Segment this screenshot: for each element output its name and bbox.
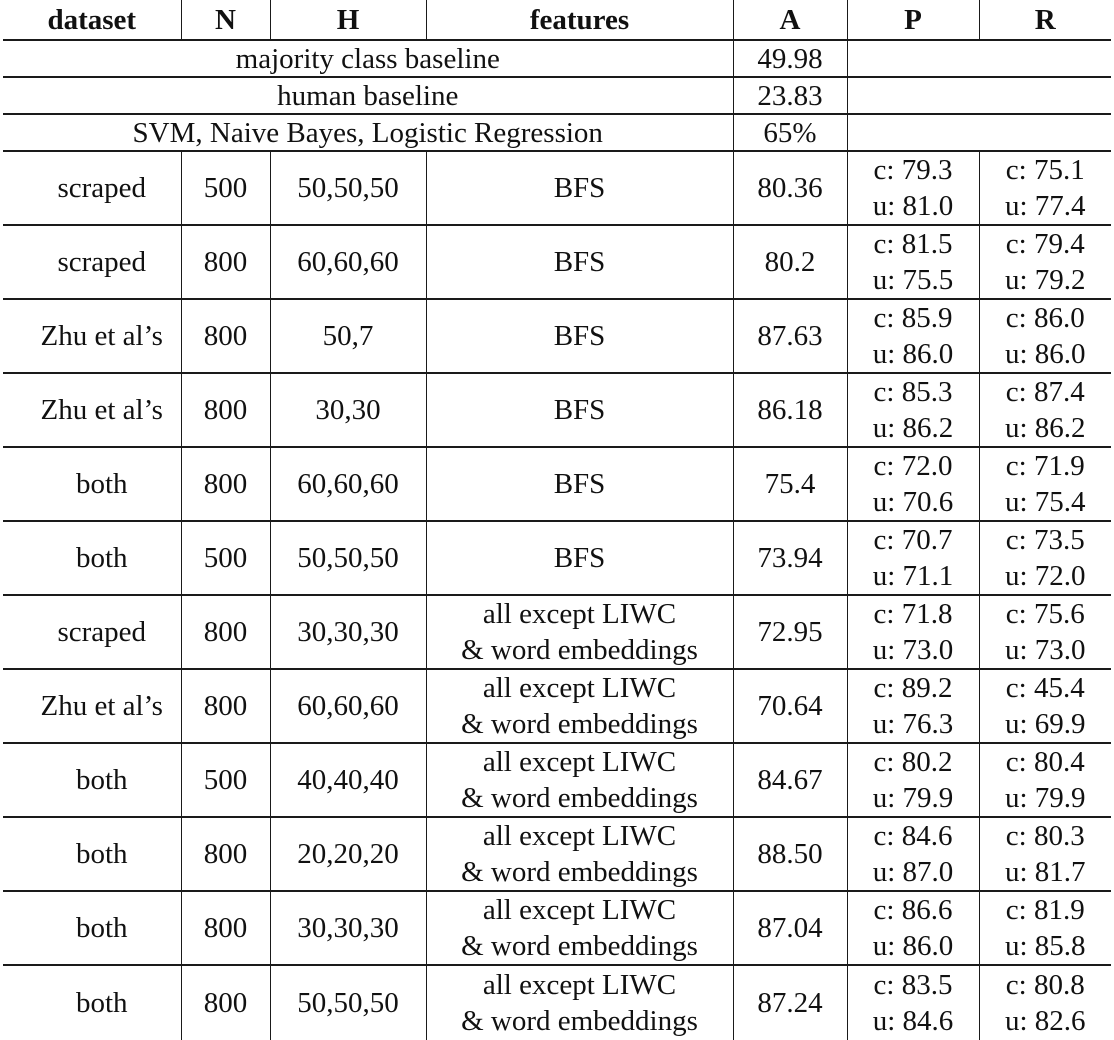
baseline-label: majority class baseline [3, 40, 733, 77]
cell-dataset: scraped [3, 225, 181, 299]
results-table [3, 0, 1111, 1040]
recall-c: c: 86.0 [1005, 302, 1085, 334]
cell-n: 800 [181, 299, 270, 373]
cell-n: 500 [181, 151, 270, 225]
precision-u: u: 76.3 [872, 708, 954, 740]
precision-c: c: 70.7 [873, 524, 953, 556]
cell-dataset: both [3, 521, 181, 595]
precision-u: u: 84.6 [872, 1005, 954, 1037]
cell-dataset: both [3, 891, 181, 965]
baseline-label: human baseline [3, 77, 733, 114]
table-row [3, 151, 1111, 225]
recall-u: u: 77.4 [1004, 190, 1086, 222]
precision-u: u: 75.5 [872, 264, 954, 296]
cell-recall [979, 151, 1111, 225]
cell-features [426, 743, 733, 817]
header-h: H [270, 0, 426, 40]
features-line-2: & word embeddings [461, 782, 698, 814]
precision-c: c: 89.2 [873, 672, 953, 704]
features-line-2: & word embeddings [461, 1005, 698, 1037]
header-features: features [426, 0, 733, 40]
cell-precision [847, 965, 979, 1040]
cell-recall [979, 521, 1111, 595]
cell-n: 800 [181, 965, 270, 1040]
precision-u: u: 86.2 [872, 412, 954, 444]
baseline-accuracy: 23.83 [733, 77, 847, 114]
features-line-1: BFS [553, 246, 606, 278]
cell-dataset: scraped [3, 595, 181, 669]
recall-u: u: 86.2 [1004, 412, 1086, 444]
cell-dataset: both [3, 817, 181, 891]
cell-features [426, 817, 733, 891]
precision-c: c: 85.9 [873, 302, 953, 334]
baseline-accuracy: 49.98 [733, 40, 847, 77]
cell-h: 30,30,30 [270, 595, 426, 669]
precision-c: c: 80.2 [873, 746, 953, 778]
baseline-pr-empty [847, 114, 1111, 151]
cell-h: 50,50,50 [270, 521, 426, 595]
cell-precision [847, 299, 979, 373]
recall-c: c: 45.4 [1005, 672, 1085, 704]
precision-u: u: 70.6 [872, 486, 954, 518]
cell-accuracy: 80.2 [733, 225, 847, 299]
precision-c: c: 83.5 [873, 969, 953, 1001]
cell-precision [847, 669, 979, 743]
features-line-2: & word embeddings [461, 856, 698, 888]
precision-c: c: 84.6 [873, 820, 953, 852]
precision-u: u: 73.0 [872, 634, 954, 666]
header-precision: P [847, 0, 979, 40]
cell-recall [979, 965, 1111, 1040]
cell-precision [847, 891, 979, 965]
recall-u: u: 73.0 [1004, 634, 1086, 666]
table-row [3, 373, 1111, 447]
cell-precision [847, 447, 979, 521]
recall-c: c: 81.9 [1005, 894, 1085, 926]
cell-accuracy: 88.50 [733, 817, 847, 891]
features-line-1: BFS [553, 172, 606, 204]
baseline-row [3, 114, 1111, 151]
features-line-1: all except LIWC [482, 820, 677, 852]
baseline-pr-empty [847, 40, 1111, 77]
cell-recall [979, 669, 1111, 743]
recall-c: c: 73.5 [1005, 524, 1085, 556]
recall-u: u: 85.8 [1004, 930, 1086, 962]
recall-u: u: 75.4 [1004, 486, 1086, 518]
table-row [3, 965, 1111, 1040]
cell-dataset: both [3, 965, 181, 1040]
cell-accuracy: 70.64 [733, 669, 847, 743]
recall-u: u: 79.9 [1004, 782, 1086, 814]
cell-recall [979, 373, 1111, 447]
cell-features [426, 151, 733, 225]
precision-c: c: 72.0 [873, 450, 953, 482]
recall-u: u: 72.0 [1004, 560, 1086, 592]
features-line-1: BFS [553, 320, 606, 352]
cell-features [426, 225, 733, 299]
cell-features [426, 447, 733, 521]
recall-c: c: 71.9 [1005, 450, 1085, 482]
cell-recall [979, 447, 1111, 521]
header-accuracy: A [733, 0, 847, 40]
table-row [3, 595, 1111, 669]
cell-features [426, 891, 733, 965]
header-n: N [181, 0, 270, 40]
cell-accuracy: 84.67 [733, 743, 847, 817]
cell-precision [847, 595, 979, 669]
baseline-pr-empty [847, 77, 1111, 114]
table-row [3, 817, 1111, 891]
cell-dataset: Zhu et al’s [3, 669, 181, 743]
cell-precision [847, 817, 979, 891]
precision-u: u: 79.9 [872, 782, 954, 814]
cell-features [426, 299, 733, 373]
precision-u: u: 81.0 [872, 190, 954, 222]
cell-h: 60,60,60 [270, 669, 426, 743]
features-line-1: BFS [553, 542, 606, 574]
cell-recall [979, 595, 1111, 669]
recall-c: c: 79.4 [1005, 228, 1085, 260]
cell-dataset: Zhu et al’s [3, 299, 181, 373]
cell-h: 50,50,50 [270, 965, 426, 1040]
features-line-1: all except LIWC [482, 969, 677, 1001]
cell-h: 20,20,20 [270, 817, 426, 891]
cell-dataset: Zhu et al’s [3, 373, 181, 447]
cell-accuracy: 86.18 [733, 373, 847, 447]
table-row [3, 669, 1111, 743]
recall-c: c: 80.8 [1005, 969, 1085, 1001]
precision-c: c: 85.3 [873, 376, 953, 408]
cell-accuracy: 87.63 [733, 299, 847, 373]
cell-n: 500 [181, 743, 270, 817]
features-line-1: all except LIWC [482, 672, 677, 704]
cell-precision [847, 225, 979, 299]
cell-recall [979, 891, 1111, 965]
cell-h: 60,60,60 [270, 225, 426, 299]
cell-features [426, 373, 733, 447]
recall-u: u: 82.6 [1004, 1005, 1086, 1037]
cell-accuracy: 87.04 [733, 891, 847, 965]
cell-n: 800 [181, 669, 270, 743]
recall-u: u: 79.2 [1004, 264, 1086, 296]
cell-recall [979, 743, 1111, 817]
recall-c: c: 75.1 [1005, 154, 1085, 186]
features-line-2: & word embeddings [461, 634, 698, 666]
features-line-2: & word embeddings [461, 930, 698, 962]
precision-c: c: 71.8 [873, 598, 953, 630]
cell-features [426, 965, 733, 1040]
precision-u: u: 86.0 [872, 338, 954, 370]
cell-n: 500 [181, 521, 270, 595]
cell-accuracy: 87.24 [733, 965, 847, 1040]
recall-c: c: 87.4 [1005, 376, 1085, 408]
features-line-1: all except LIWC [482, 598, 677, 630]
precision-u: u: 86.0 [872, 930, 954, 962]
cell-h: 50,7 [270, 299, 426, 373]
header-row [3, 0, 1111, 40]
cell-dataset: both [3, 743, 181, 817]
baseline-row [3, 77, 1111, 114]
recall-c: c: 80.4 [1005, 746, 1085, 778]
features-line-1: all except LIWC [482, 894, 677, 926]
table-row [3, 225, 1111, 299]
cell-accuracy: 80.36 [733, 151, 847, 225]
cell-features [426, 595, 733, 669]
cell-features [426, 521, 733, 595]
cell-accuracy: 72.95 [733, 595, 847, 669]
cell-n: 800 [181, 447, 270, 521]
features-line-2: & word embeddings [461, 708, 698, 740]
recall-u: u: 81.7 [1004, 856, 1086, 888]
cell-precision [847, 151, 979, 225]
cell-dataset: scraped [3, 151, 181, 225]
cell-h: 50,50,50 [270, 151, 426, 225]
recall-u: u: 69.9 [1004, 708, 1086, 740]
table-row [3, 743, 1111, 817]
precision-u: u: 87.0 [872, 856, 954, 888]
cell-n: 800 [181, 225, 270, 299]
precision-u: u: 71.1 [872, 560, 954, 592]
cell-features [426, 669, 733, 743]
cell-recall [979, 299, 1111, 373]
cell-h: 30,30 [270, 373, 426, 447]
table-row [3, 521, 1111, 595]
cell-dataset: both [3, 447, 181, 521]
header-recall: R [979, 0, 1111, 40]
cell-recall [979, 225, 1111, 299]
cell-h: 30,30,30 [270, 891, 426, 965]
baseline-label: SVM, Naive Bayes, Logistic Regression [3, 114, 733, 151]
cell-n: 800 [181, 373, 270, 447]
recall-c: c: 75.6 [1005, 598, 1085, 630]
baseline-row [3, 40, 1111, 77]
recall-c: c: 80.3 [1005, 820, 1085, 852]
cell-n: 800 [181, 891, 270, 965]
table-row [3, 447, 1111, 521]
precision-c: c: 79.3 [873, 154, 953, 186]
header-dataset: dataset [3, 0, 181, 40]
features-line-1: all except LIWC [482, 746, 677, 778]
cell-accuracy: 73.94 [733, 521, 847, 595]
cell-n: 800 [181, 817, 270, 891]
cell-precision [847, 743, 979, 817]
features-line-1: BFS [553, 468, 606, 500]
cell-n: 800 [181, 595, 270, 669]
cell-precision [847, 373, 979, 447]
table-row [3, 299, 1111, 373]
baseline-accuracy: 65% [733, 114, 847, 151]
table-row [3, 891, 1111, 965]
features-line-1: BFS [553, 394, 606, 426]
recall-u: u: 86.0 [1004, 338, 1086, 370]
precision-c: c: 81.5 [873, 228, 953, 260]
cell-accuracy: 75.4 [733, 447, 847, 521]
cell-h: 40,40,40 [270, 743, 426, 817]
cell-recall [979, 817, 1111, 891]
cell-h: 60,60,60 [270, 447, 426, 521]
precision-c: c: 86.6 [873, 894, 953, 926]
cell-precision [847, 521, 979, 595]
